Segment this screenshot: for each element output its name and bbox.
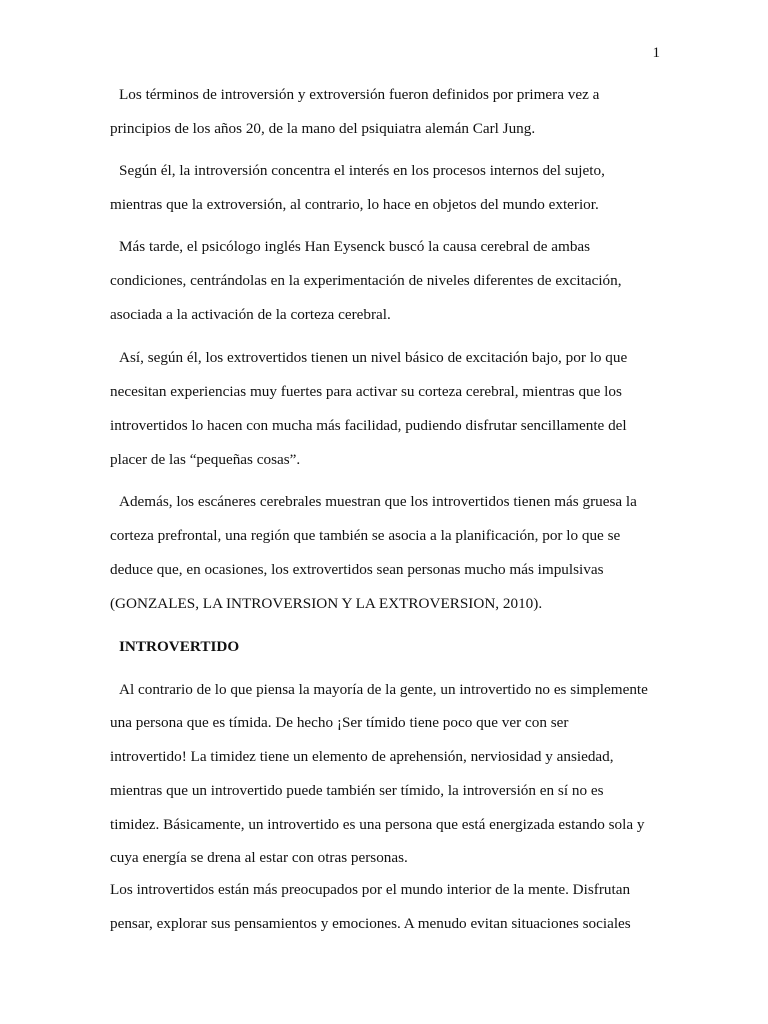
paragraph-2-line-1: Según él, la introversión concentra el interés en los procesos internos del sujeto, [119,162,605,179]
paragraph-7-line-2: pensar, explorar sus pensamientos y emociones. A menudo evitan situaciones sociales [110,915,631,932]
paragraph-3-line-2: condiciones, centrándolas en la experimentación de niveles diferentes de excitación, [110,272,622,289]
paragraph-5-line-2: corteza prefrontal, una región que también se asocia a la planificación, por lo que se [110,527,621,544]
paragraph-6-line-4: mientras que un introvertido puede también ser tímido, la introversión en sí no es [110,782,604,799]
paragraph-3-line-1: Más tarde, el psicólogo inglés Han Eysenck buscó la causa cerebral de ambas [119,238,591,255]
paragraph-6-line-5: timidez. Básicamente, un introvertido es una persona que está energizada estando sola y [110,816,645,833]
paragraph-4-line-4: placer de las “pequeñas cosas”. [110,451,301,468]
citation-line: (GONZALES, LA INTROVERSION Y LA EXTROVERSION, 2010). [110,595,543,612]
paragraph-4-line-2: necesitan experiencias muy fuertes para activar su corteza cerebral, mientras que los [110,383,622,400]
paragraph-4-line-1: Así, según él, los extrovertidos tienen un nivel básico de excitación bajo, por lo que [119,349,628,366]
paragraph-3-line-3: asociada a la activación de la corteza cerebral. [110,306,391,323]
page-number: 1 [652,45,660,61]
paragraph-5-line-1: Además, los escáneres cerebrales muestran que los introvertidos tienen más gruesa la [119,493,637,510]
paragraph-6-line-2: una persona que es tímida. De hecho ¡Ser tímido tiene poco que ver con ser [110,714,569,731]
paragraph-2-line-2: mientras que la extroversión, al contrario, lo hace en objetos del mundo exterior. [110,196,599,213]
paragraph-7-line-1: Los introvertidos están más preocupados por el mundo interior de la mente. Disfrutan [110,881,631,898]
paragraph-1-line-1: Los términos de introversión y extroversión fueron definidos por primera vez a [119,86,600,103]
paragraph-6-line-6: cuya energía se drena al estar con otras personas. [110,849,408,866]
paragraph-4-line-3: introvertidos lo hacen con mucha más facilidad, pudiendo disfrutar sencillamente del [110,417,627,434]
paragraph-6-line-3: introvertido! La timidez tiene un elemento de aprehensión, nerviosidad y ansiedad, [110,748,614,765]
paragraph-6-line-1: Al contrario de lo que piensa la mayoría de la gente, un introvertido no es simplemente [119,681,648,698]
paragraph-1-line-2: principios de los años 20, de la mano del psiquiatra alemán Carl Jung. [110,120,536,137]
section-heading: INTROVERTIDO [119,638,240,655]
paragraph-5-line-3: deduce que, en ocasiones, los extrovertidos sean personas mucho más impulsivas [110,561,604,578]
